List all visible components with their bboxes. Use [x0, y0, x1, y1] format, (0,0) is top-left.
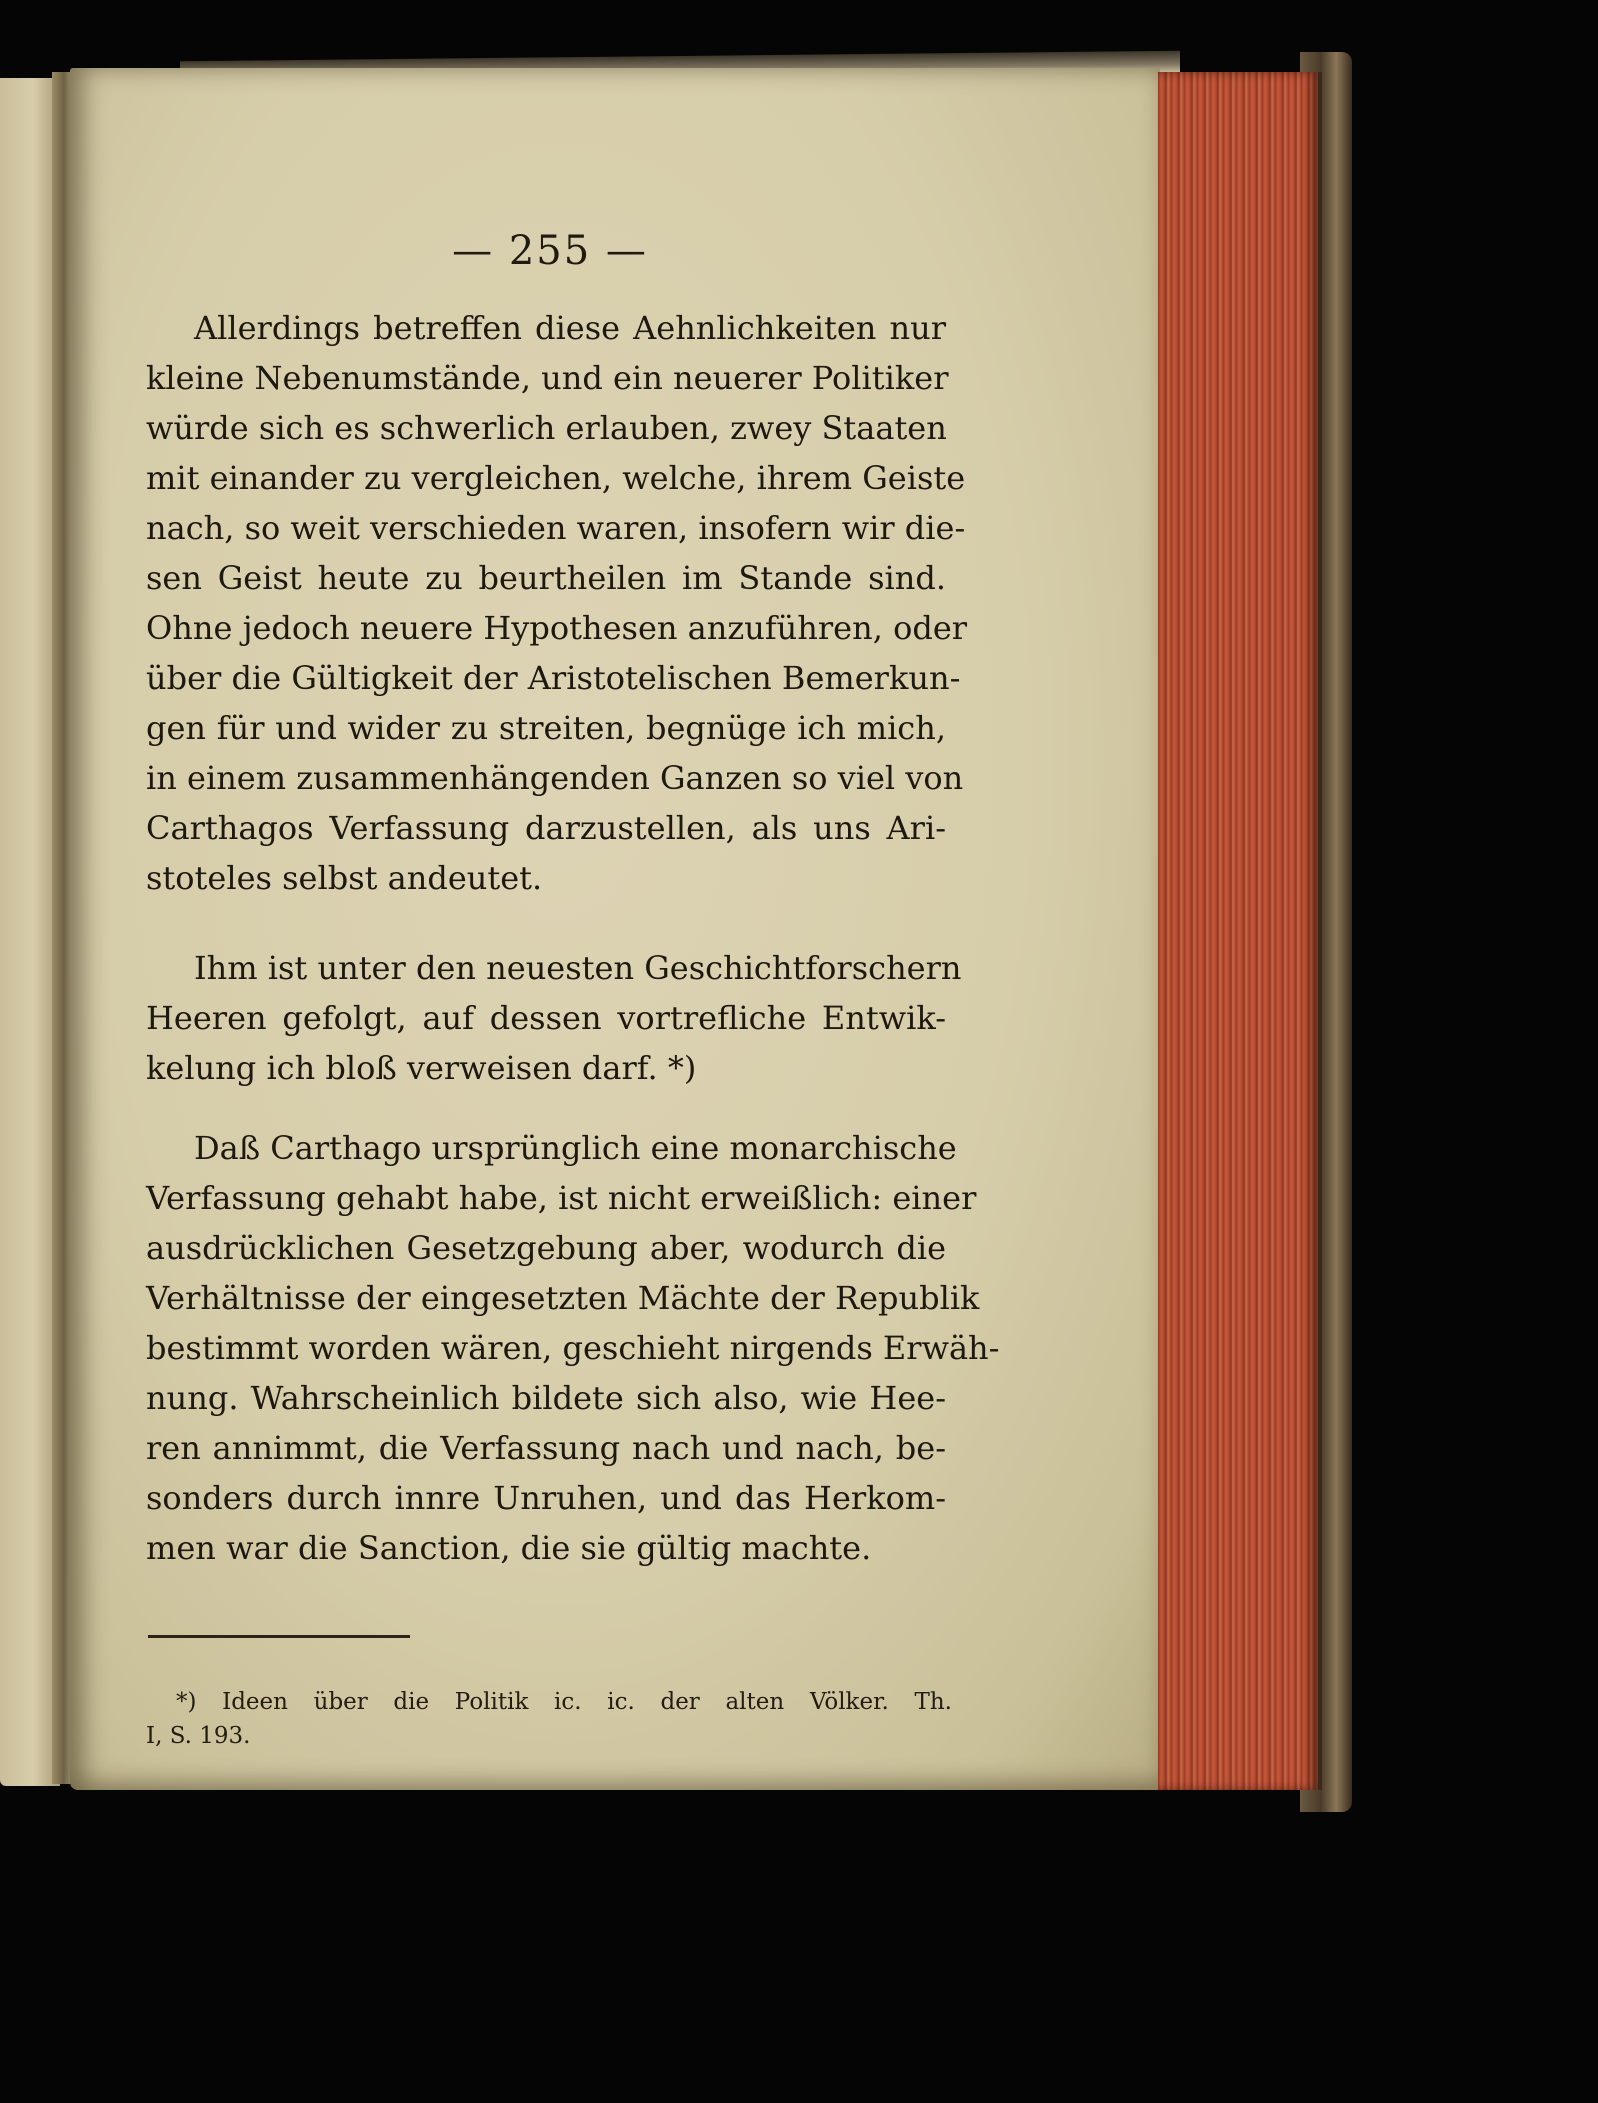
text-line: würde sich es schwerlich erlauben, zwey Staaten — [146, 409, 947, 447]
text-line: Daß Carthago ursprünglich eine monarchische — [194, 1129, 957, 1167]
text-line: sonders durch innre Unruhen, und das Herkom- — [146, 1479, 946, 1517]
page-number: — 255 — — [452, 228, 648, 274]
red-fore-edge — [1158, 72, 1322, 1790]
text-line: Allerdings betreffen diese Aehnlichkeiten nur — [194, 309, 946, 347]
footnote-line: I, S. 193. — [146, 1723, 251, 1749]
text-line: stoteles selbst andeutet. — [146, 859, 543, 897]
text-line: über die Gültigkeit der Aristotelischen Bemerkun- — [146, 659, 961, 697]
text-line: in einem zusammenhängenden Ganzen so viel von — [146, 759, 964, 797]
footnote-rule — [148, 1635, 410, 1638]
text-line: bestimmt worden wären, geschieht nirgends Erwäh- — [146, 1329, 1000, 1367]
text-line: kleine Nebenumstände, und ein neuerer Politiker — [146, 359, 949, 397]
text-line: nach, so weit verschieden waren, insofern wir die- — [146, 509, 966, 547]
text-line: Verhältnisse der eingesetzten Mächte der Republik — [146, 1279, 980, 1317]
text-line: Heeren gefolgt, auf dessen vortrefliche Entwik- — [146, 999, 946, 1037]
footnote-line: *) Ideen über die Politik ic. ic. der alten Völker. Th. — [176, 1689, 952, 1715]
text-line: ausdrücklichen Gesetzgebung aber, wodurch die — [146, 1229, 946, 1267]
text-line: gen für und wider zu streiten, begnüge ich mich, — [146, 709, 946, 747]
text-line: men war die Sanction, die sie gültig machte. — [146, 1529, 872, 1567]
text-line: nung. Wahrscheinlich bildete sich also, wie Hee- — [146, 1379, 946, 1417]
text-line: kelung ich bloß verweisen darf. *) — [146, 1049, 697, 1087]
text-line: Verfassung gehabt habe, ist nicht erweißlich: einer — [146, 1179, 977, 1217]
text-line: Ohne jedoch neuere Hypothesen anzuführen, oder — [146, 609, 968, 647]
text-line: Carthagos Verfassung darzustellen, als uns Ari- — [146, 809, 946, 847]
text-line: Ihm ist unter den neuesten Geschichtforschern — [194, 949, 962, 987]
text-line: mit einander zu vergleichen, welche, ihrem Geiste — [146, 459, 966, 497]
left-page-edge — [0, 78, 60, 1786]
text-line: sen Geist heute zu beurtheilen im Stande sind. — [146, 559, 946, 597]
text-line: ren annimmt, die Verfassung nach und nach, be- — [146, 1429, 946, 1467]
